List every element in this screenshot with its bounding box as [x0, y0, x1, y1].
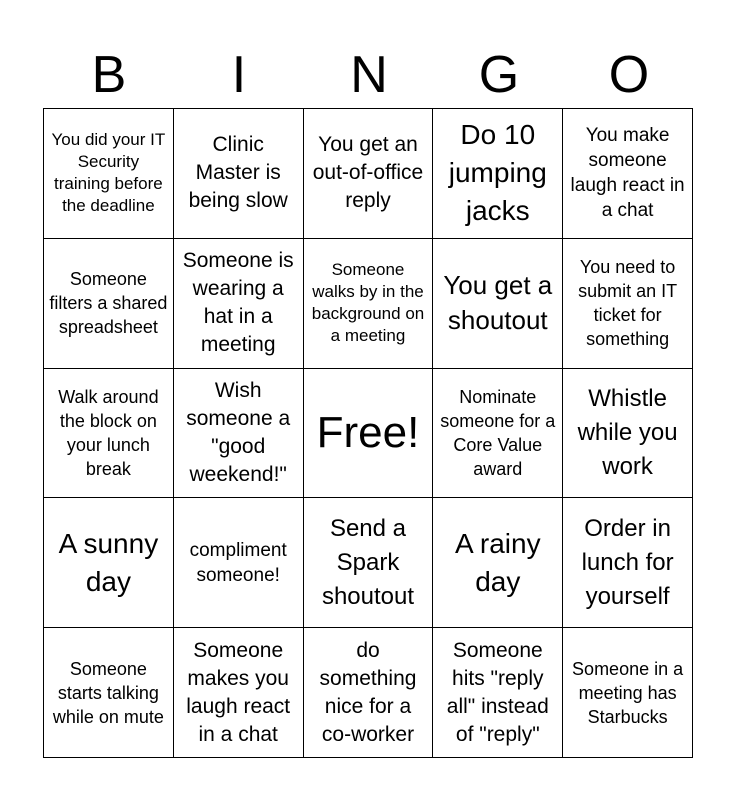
bingo-cell[interactable] — [433, 628, 563, 758]
cell-text: A sunny day — [58, 527, 159, 597]
cell-text: Whistle while you work — [577, 384, 678, 480]
header-letter-i: I — [231, 46, 247, 104]
cell-text: You did your IT Security training before the deadline — [51, 130, 166, 216]
cell-text: Someone makes you laugh react in a chat — [186, 638, 291, 746]
bingo-cell[interactable] — [44, 239, 174, 369]
bingo-cell[interactable] — [44, 109, 174, 239]
bingo-board — [43, 108, 693, 758]
bingo-cell[interactable] — [174, 369, 304, 499]
header-letter-o: O — [608, 46, 650, 104]
cell-text: Someone starts talking while on mute — [52, 658, 164, 727]
header-letter-g: G — [478, 46, 520, 104]
bingo-cell[interactable] — [433, 109, 563, 239]
cell-text: Someone hits "reply all" instead of "reply" — [446, 638, 549, 746]
bingo-cell[interactable] — [174, 239, 304, 369]
bingo-cell[interactable] — [174, 498, 304, 628]
bingo-cell[interactable] — [44, 498, 174, 628]
bingo-cell[interactable] — [563, 369, 693, 499]
cell-text: Order in lunch for yourself — [581, 514, 674, 610]
bingo-cell[interactable] — [44, 628, 174, 758]
bingo-header — [44, 44, 694, 106]
free-space-cell[interactable] — [304, 369, 434, 499]
bingo-cell[interactable] — [563, 239, 693, 369]
bingo-cell[interactable] — [304, 109, 434, 239]
cell-text: Wish someone a "good weekend!" — [186, 378, 291, 486]
bingo-cell[interactable] — [563, 109, 693, 239]
bingo-cell[interactable] — [304, 628, 434, 758]
bingo-cell[interactable] — [174, 628, 304, 758]
cell-text: Clinic Master is being slow — [188, 133, 288, 213]
cell-text: Nominate someone for a Core Value award — [440, 386, 556, 479]
cell-text: You get an out-of-office reply — [312, 133, 424, 213]
cell-text: Do 10 jumping jacks — [448, 119, 547, 227]
cell-text: Someone walks by in the background on a meeting — [311, 260, 425, 346]
cell-text: Someone in a meeting has Starbucks — [572, 658, 684, 727]
bingo-cell[interactable] — [304, 498, 434, 628]
cell-text: do something nice for a co-worker — [319, 638, 417, 746]
cell-text: Walk around the block on your lunch break — [58, 386, 159, 479]
cell-text: Send a Spark shoutout — [321, 514, 415, 610]
bingo-cell[interactable] — [433, 239, 563, 369]
cell-text: compliment someone! — [189, 539, 287, 586]
header-letter-n: N — [350, 46, 388, 104]
bingo-cell[interactable] — [433, 498, 563, 628]
cell-text: You need to submit an IT ticket for something — [578, 257, 678, 350]
bingo-cell[interactable] — [304, 239, 434, 369]
bingo-cell[interactable] — [44, 369, 174, 499]
bingo-cell[interactable] — [563, 498, 693, 628]
cell-text: Someone is wearing a hat in a meeting — [182, 249, 294, 357]
bingo-cell[interactable] — [563, 628, 693, 758]
free-space-label: Free! — [316, 407, 420, 457]
cell-text: You make someone laugh react in a chat — [570, 125, 685, 222]
cell-text: A rainy day — [454, 527, 541, 597]
bingo-cell[interactable] — [174, 109, 304, 239]
header-letter-b: B — [91, 46, 127, 104]
bingo-cell[interactable] — [433, 369, 563, 499]
cell-text: Someone filters a shared spreadsheet — [49, 269, 168, 338]
cell-text: You get a shoutout — [443, 270, 553, 336]
